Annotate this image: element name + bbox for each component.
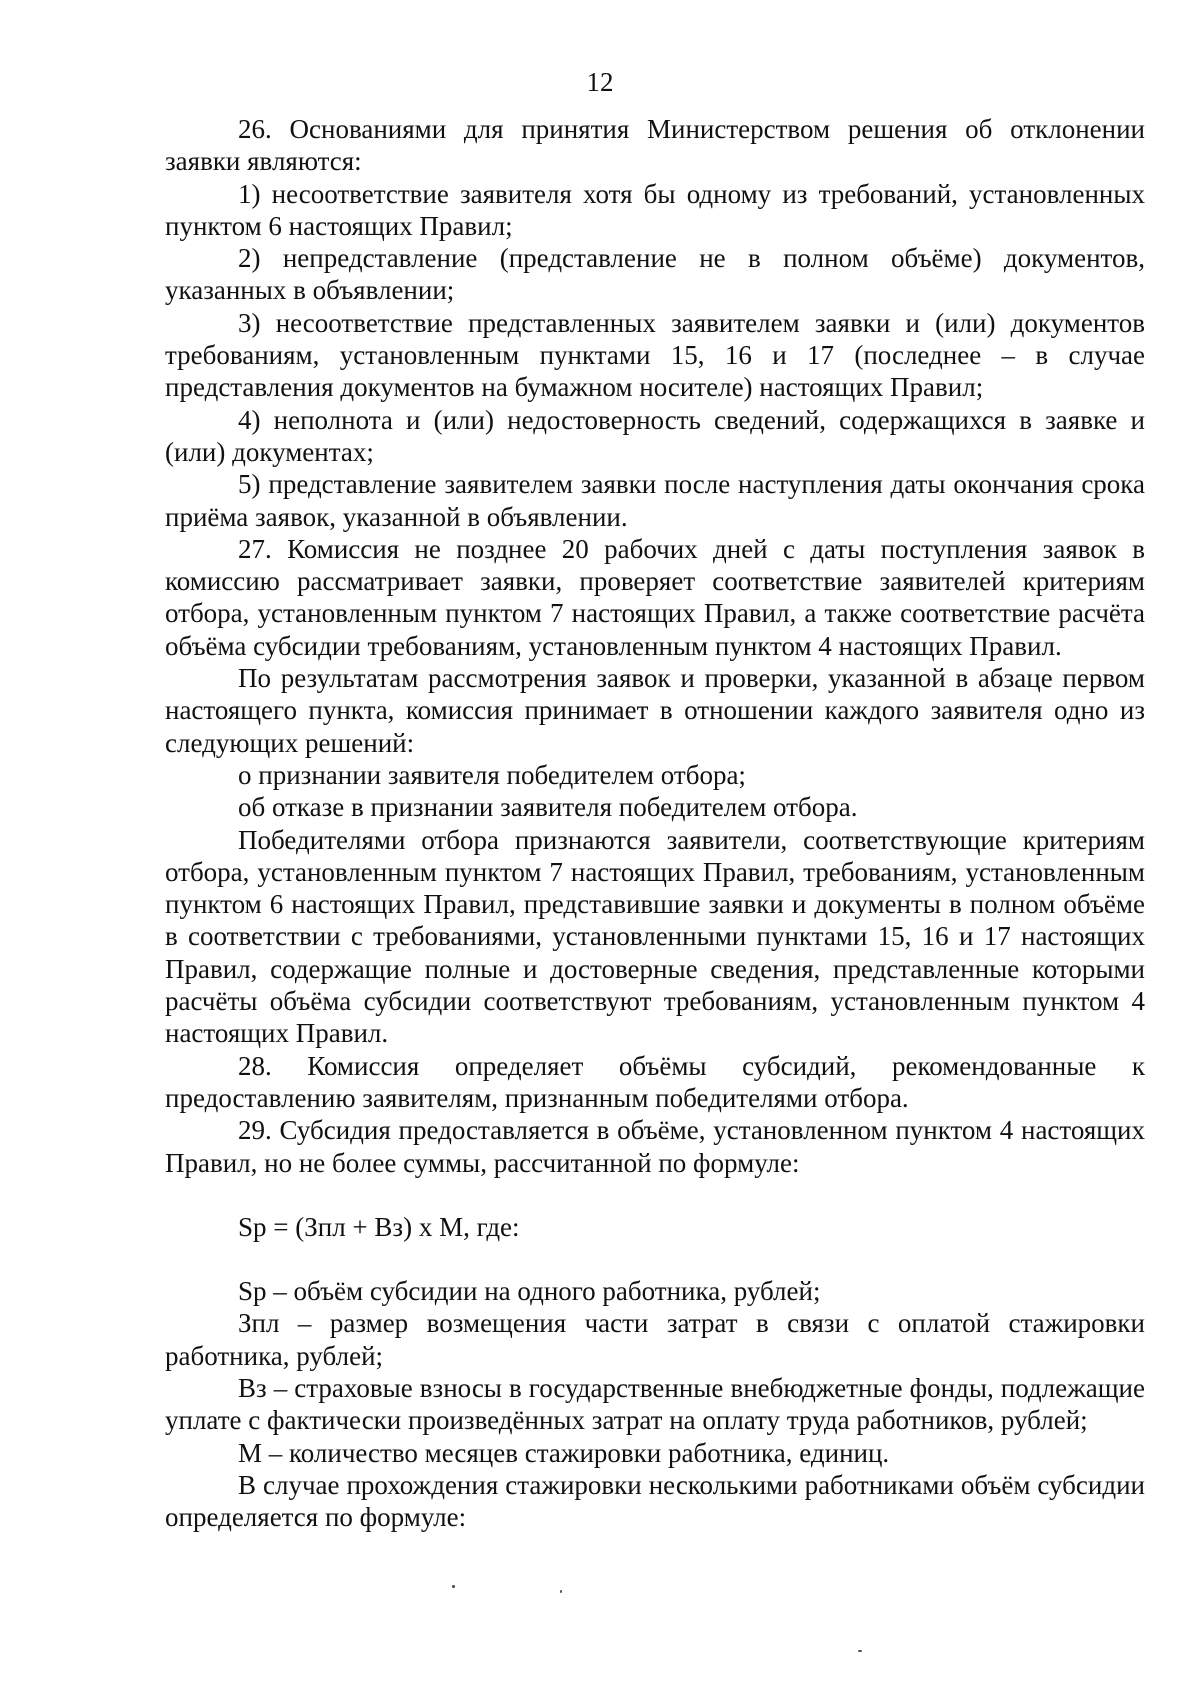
scan-speck — [560, 1590, 562, 1593]
list-item-26-5: 5) представление заявителем заявки после наступления даты окончания срока приёма заявок, указанной в объявлении. — [165, 469, 1145, 532]
list-item-26-3: 3) несоответствие представленных заявителем заявки и (или) документов требованиям, установленным пунктами 15, 16 и 17 (последнее – в случае представления документов на бумажном носителе) настоящих Правил; — [165, 307, 1145, 403]
definition-sp: Sp – объём субсидии на одного работника, рублей; — [238, 1276, 821, 1307]
definition-vz: Вз – страховые взносы в государственные внебюджетные фонды, подлежащие уплате с фактически произведённых затрат на оплату труда работников, рублей; — [165, 1372, 1145, 1436]
paragraph-multiple-workers: В случае прохождения стажировки несколькими работниками объём субсидии определяется по формуле: — [165, 1469, 1145, 1533]
paragraph-28: 28. Комиссия определяет объёмы субсидий, рекомендованные к предоставлению заявителям, признанным победителями отбора. — [165, 1050, 1145, 1113]
list-item-26-1: 1) несоответствие заявителя хотя бы одному из требований, установленных пунктом 6 настоящих Правил; — [165, 178, 1145, 241]
formula: Sp = (Зпл + Вз) x M, где: — [238, 1211, 520, 1242]
paragraph-27-results: По результатам рассмотрения заявок и проверки, указанной в абзаце первом настоящего пункта, комиссия принимает в отношении каждого заявителя одно из следующих решений: — [165, 663, 1145, 758]
paragraph-27: 27. Комиссия не позднее 20 рабочих дней с даты поступления заявок в комиссию рассматривает заявки, проверяет соответствие заявителей критериям отбора, установленным пунктом 7 настоящих Правил, а также соответствие расчёта объёма субсидии требованиям, установленным пунктом 4 настоящих Правил. — [165, 533, 1145, 661]
list-item-26-4: 4) неполнота и (или) недостоверность сведений, содержащихся в заявке и (или) документах; — [165, 404, 1145, 467]
scan-speck — [452, 1585, 455, 1588]
paragraph-29: 29. Субсидия предоставляется в объёме, установленном пунктом 4 настоящих Правил, но не более суммы, рассчитанной по формуле: — [165, 1115, 1145, 1178]
scan-speck — [858, 1650, 862, 1652]
definition-zpl: Зпл – размер возмещения части затрат в связи с оплатой стажировки работника, рублей; — [165, 1308, 1145, 1371]
definition-m: M – количество месяцев стажировки работника, единиц. — [238, 1437, 890, 1468]
document-body — [165, 113, 1145, 1533]
paragraph-27-winners: Победителями отбора признаются заявители, соответствующие критериям отбора, установленным пунктом 7 настоящих Правил, требованиям, установленным пунктом 6 настоящих Правил, представившие заявки и документы в полном объёме в соответствии с требованиями, установленными пунктами 15, 16 и 17 настоящих Правил, содержащие полные и достоверные сведения, представленные которыми расчёты объёма субсидии соответствуют требованиям, установленным пунктом 4 настоящих Правил. — [165, 824, 1145, 1049]
decision-option-winner: о признании заявителя победителем отбора; — [238, 759, 746, 790]
page-number: 12 — [586, 67, 614, 97]
decision-option-refusal: об отказе в признании заявителя победителем отбора. — [238, 792, 858, 823]
paragraph-26-intro: 26. Основаниями для принятия Министерством решения об отклонении заявки являются: — [165, 114, 1145, 177]
list-item-26-2: 2) непредставление (представление не в полном объёме) документов, указанных в объявлении; — [165, 243, 1145, 306]
